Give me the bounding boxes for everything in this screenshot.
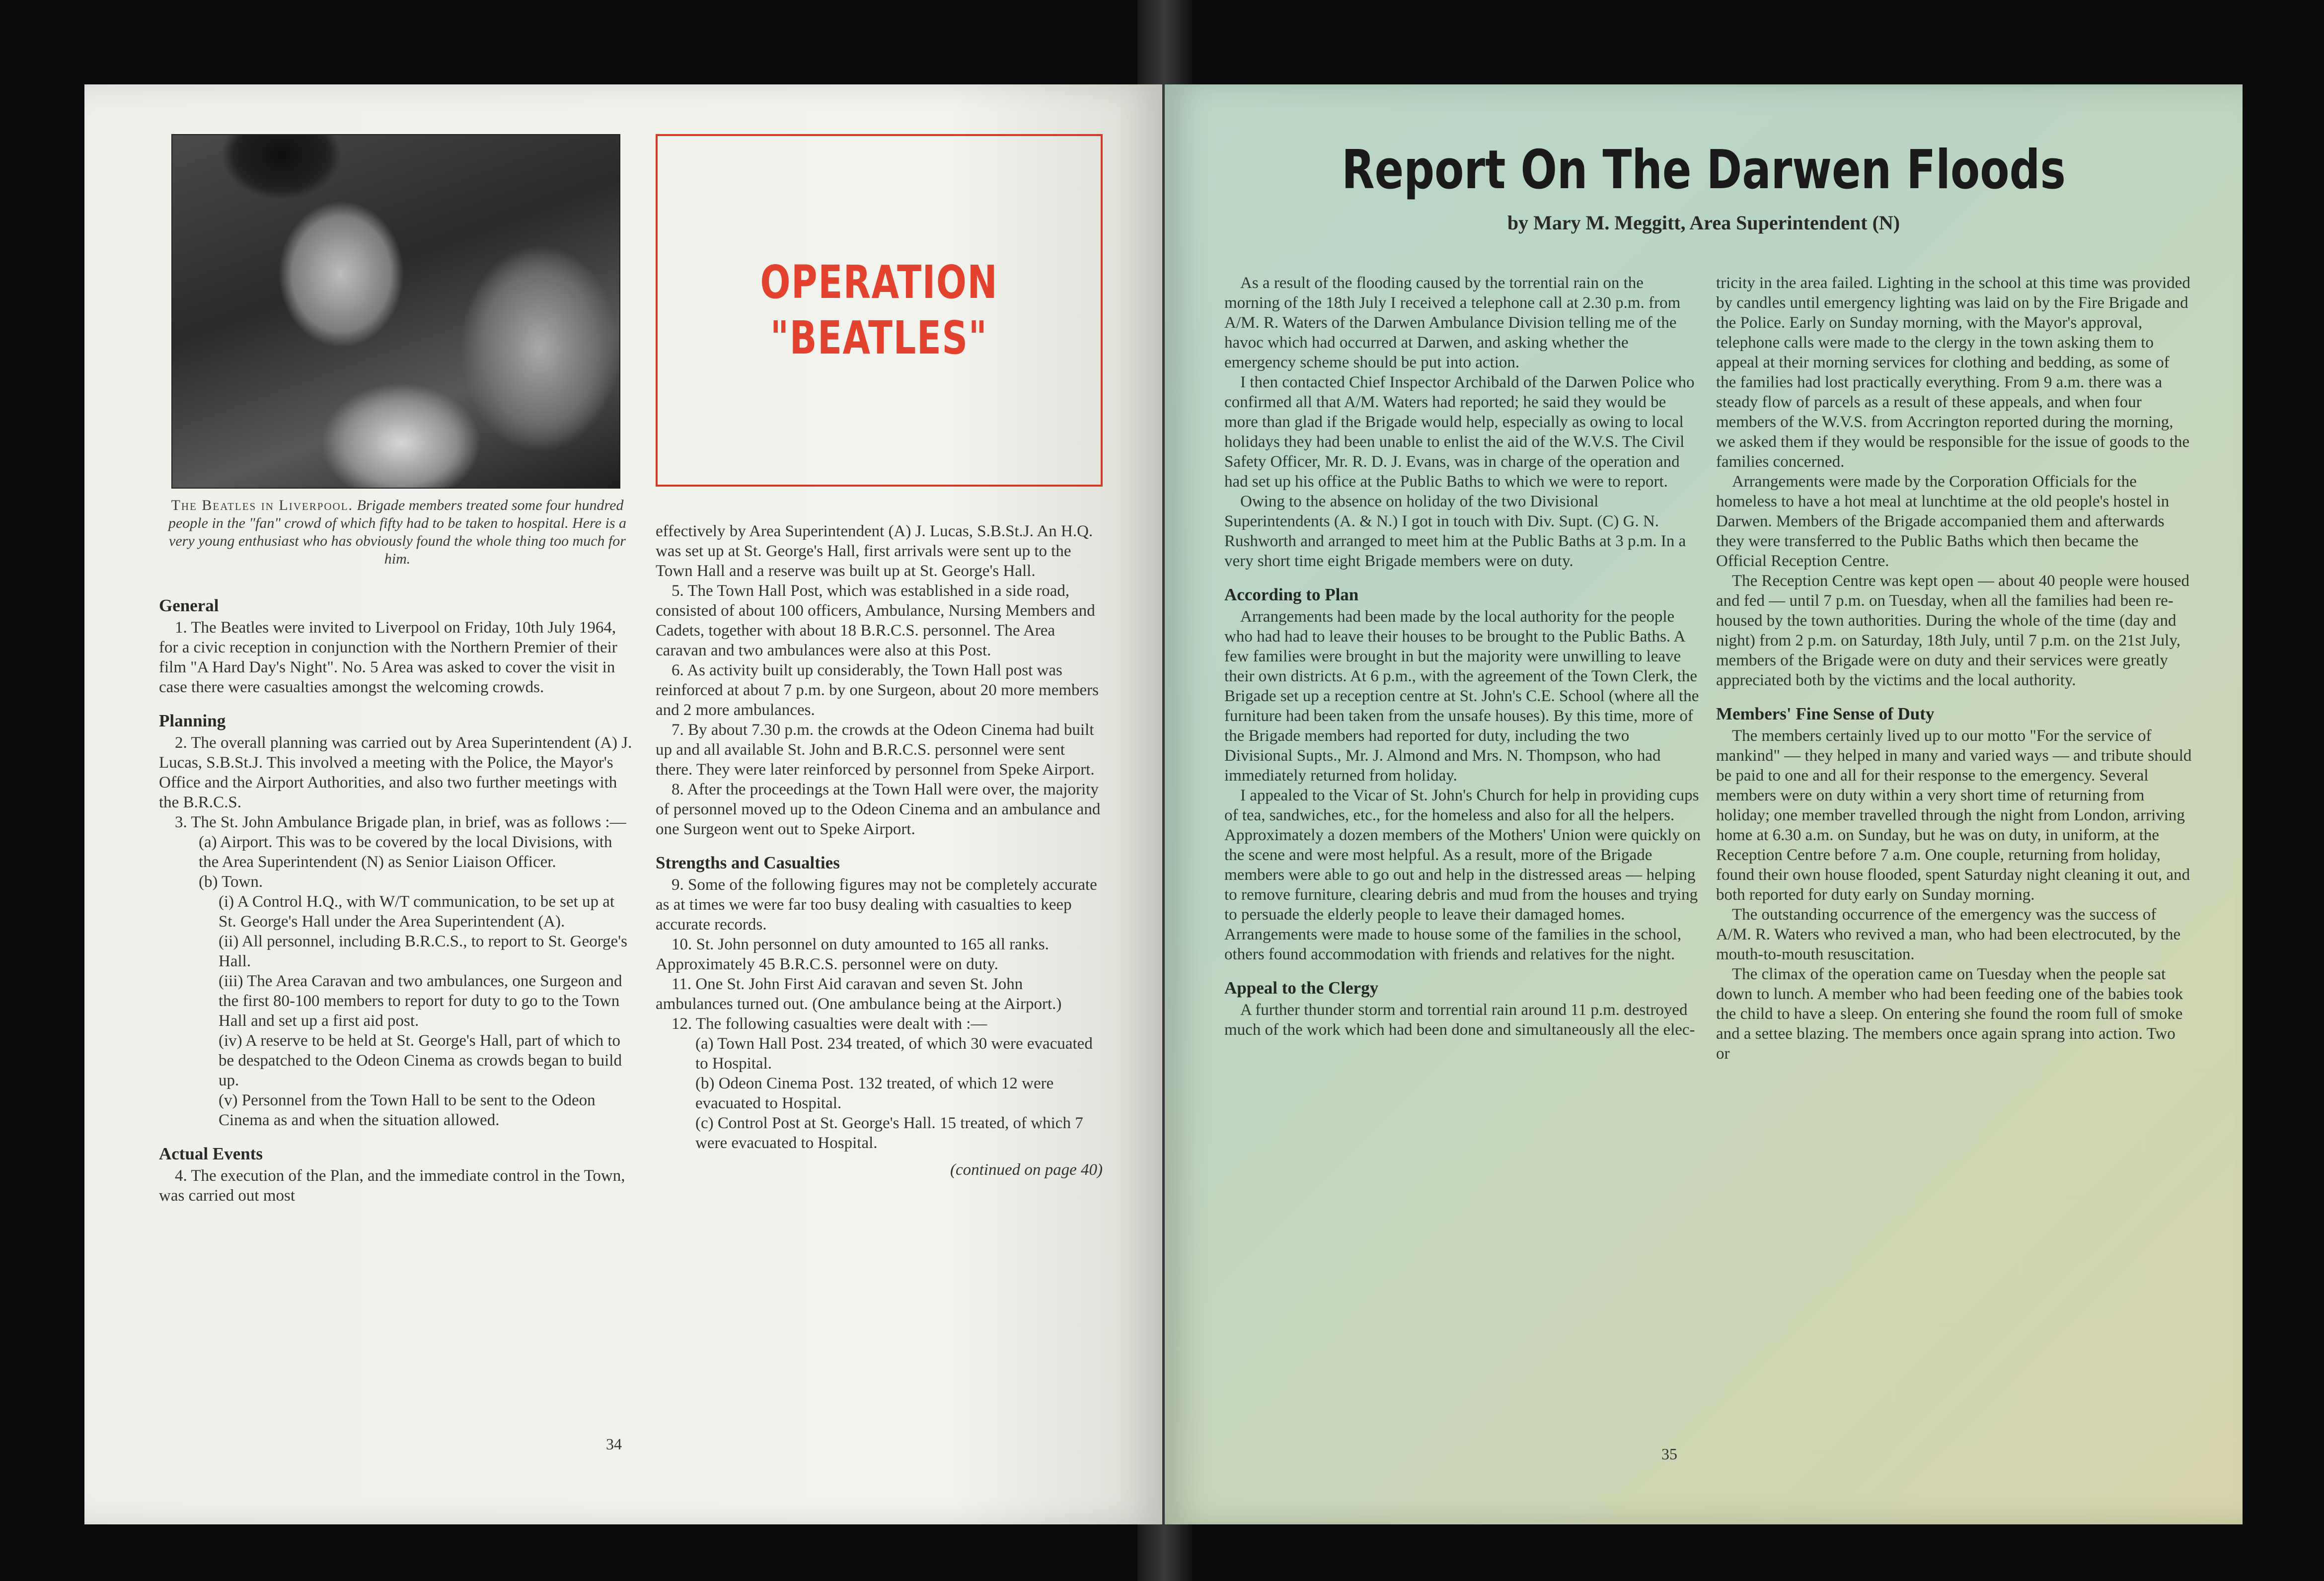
paragraph-4-continued: effectively by Area Superintendent (A) J. Lucas, S.B.St.J. An H.Q. was set up at St. George's Hall, first arrivals were sent up to the Town Hall and a reserve was built up at St. George's Hall.	[656, 522, 1093, 580]
paragraph-continued: tricity in the area failed. Lighting in the school at this time was provided by candles until emergency lighting was laid on by the Fire Brigade and the Police. Early on Sunday morning, with the Mayor's approval, telephone calls were made to the clergy in the town asking them to appeal at their morning services for clothing and bedding, as some of the families had lost practically everything. From 9 a.m. there was a steady flow of parcels as a result of these appeals, and when four members of the W.V.S. from Accrington reported during the morning, we asked them if they would be responsible for the issue of goods to the families concerned.	[1716, 274, 2190, 471]
paragraph-3: The Reception Centre was kept open — about 40 people were housed and fed — until 7 p.m. on Tuesday, when all the families had been re-housed by the town authorities. During the whole of the time (day and night) from 2 p.m. on Saturday, 18th July, until 7 p.m. on the 21st July, members of the Brigade were on duty and their services were greatly appreciated both by the victims and the local authority.	[1716, 572, 2189, 689]
paragraph-9: 9. Some of the following figures may not be completely accurate as at times we were far too busy dealing with casualties to keep accurate records.	[656, 876, 1097, 934]
paragraph-3b-iv: (iv) A reserve to be held at St. George's Hall, part of which to be despatched to the Odeon Cinema as crowds began to build up.	[219, 1032, 622, 1089]
left-column-1	[159, 596, 636, 1206]
paragraph-12: 12. The following casualties were dealt with :—	[672, 1015, 987, 1033]
paragraph-5: The outstanding occurrence of the emergency was the success of A/M. R. Waters who revived a man, who had been electrocuted, by the mouth-to-mouth resuscitation.	[1716, 906, 2181, 963]
paragraph-3b: (b) Town.	[199, 873, 263, 891]
paragraph-3b-iii: (iii) The Area Caravan and two ambulances, one Surgeon and the first 80-100 members to report for duty to go to the Town Hall and set up a first aid post.	[219, 972, 622, 1030]
paragraph-3: Owing to the absence on holiday of the two Divisional Superintendents (A. & N.) I got in touch with Div. Supt. (C) G. N. Rushworth and arranged to meet him at the Public Baths at 3 p.m. In a very short time eight Brigade members were on duty.	[1224, 493, 1686, 570]
paragraph-3b-ii: (ii) All personnel, including B.R.C.S., to report to St. George's Hall.	[219, 933, 627, 970]
paragraph-12a: (a) Town Hall Post. 234 treated, of which 30 were evacuated to Hospital.	[695, 1035, 1093, 1073]
heading-general: General	[159, 596, 219, 615]
paragraph-12b: (b) Odeon Cinema Post. 132 treated, of which 12 were evacuated to Hospital.	[695, 1075, 1054, 1112]
heading-planning: Planning	[159, 711, 226, 730]
heading-strengths: Strengths and Casualties	[656, 853, 840, 872]
photo-caption	[159, 497, 636, 568]
paragraph-2: I then contacted Chief Inspector Archibald of the Darwen Police who confirmed all that A/M. Waters had reported; he said they would be more than glad if the Brigade would help, especially as owing to local holidays they had been unable to enlist the aid of the W.V.S. The Civil Safety Officer, Mr. R. D. J. Evans, was in charge of the operation and had set up his office at the Public Baths to which we were to report.	[1224, 373, 1695, 491]
heading-appeal-to-clergy: Appeal to the Clergy	[1224, 978, 1379, 998]
paragraph-1: 1. The Beatles were invited to Liverpool on Friday, 10th July 1964, for a civic reception in conjunction with the Northern Premier of their film "A Hard Day's Night". No. 5 Area was asked to cover the visit in case there were casualties amongst the welcoming crowds.	[159, 619, 617, 696]
paragraph-6: The climax of the operation came on Tuesday when the people sat down to lunch. A member who had been feeding one of the babies took the child to have a sleep. On entering she found the room full of smoke and a settee blazing. The members once again sprang into action. Two or	[1716, 965, 2183, 1063]
left-page	[84, 84, 1162, 1524]
report-title: Report On The Darwen Floods	[1342, 139, 2066, 201]
paragraph-12c: (c) Control Post at St. George's Hall. 15 treated, of which 7 were evacuated to Hospital.	[695, 1114, 1083, 1152]
paragraph-4: Arrangements had been made by the local authority for the people who had had to leave their houses to be brought to the Public Baths. A few families were brought in but the majority were unwilling to leave their own districts. At 6 p.m., with the agreement of the Town Clerk, the Brigade set up a reception centre at St. John's C.E. School (where all the furniture had been taken from the unsafe houses). By this time, more of the Brigade members had reported for duty, including the two Divisional Supts., Mr. J. Almond and Mrs. N. Thompson, who had immediately returned from holiday.	[1224, 608, 1699, 785]
right-column-1	[1224, 273, 1701, 1040]
caption-text: Brigade members treated some four hundred people in the "fan" crowd of which fifty had to be taken to hospital. Here is a very young enthusiast who has obviously found the whole thing too much for him.	[168, 497, 627, 567]
left-column-2	[656, 521, 1103, 1180]
paragraph-2: Arrangements were made by the Corporation Officials for the homeless to have a hot meal at lunchtime at the old people's hostel in Darwen. Members of the Brigade accompanied them and afterwards they were transferred to the Public Baths which then became the Official Reception Centre.	[1716, 473, 2170, 570]
paragraph-11: 11. One St. John First Aid caravan and seven St. John ambulances turned out. (One ambulance being at the Airport.)	[656, 975, 1062, 1013]
paragraph-8: 8. After the proceedings at the Town Hall were over, the majority of personnel moved up to the Odeon Cinema and an ambulance and one Surgeon went out to Speke Airport.	[656, 781, 1101, 838]
paragraph-5: I appealed to the Vicar of St. John's Church for help in providing cups of tea, sandwiches, etc., for the homeless and also for all the helpers. Approximately a dozen members of the Mothers' Union were quickly on the scene and were most helpful. As a result, more of the Brigade members were able to go out and help in the distressed areas — helping to remove furniture, clearing debris and mud from the houses and trying to persuade the elderly people to leave their damaged homes. Arrangements were made to house some of the families in the school, others found accommodation with friends and relatives for the night.	[1224, 787, 1701, 963]
paragraph-3: 3. The St. John Ambulance Brigade plan, in brief, was as follows :—	[175, 813, 626, 831]
report-byline: by Mary M. Meggitt, Area Superintendent (N)	[1507, 212, 1900, 234]
paragraph-7: 7. By about 7.30 p.m. the crowds at the Odeon Cinema had built up and all available St. John and B.R.C.S. personnel were sent there. They were later reinforced by personnel from Speke Airport.	[656, 721, 1095, 779]
paragraph-4: The members certainly lived up to our motto "For the service of mankind" — they helped in many and varied ways — and tribute should be paid to one and all for their response to the emergency. Several members were on duty within a very short time of returning from holiday; one member travelled through the night from London, arriving home at 6.30 a.m. on Sunday, but he was on duty, in uniform, at the Reception Centre before 7 a.m. One couple, returning from holiday, found their own house flooded, spent Saturday night cleaning it out, and both reported for duty early on Sunday morning.	[1716, 727, 2192, 904]
heading-according-to-plan: According to Plan	[1224, 585, 1359, 604]
paragraph-10: 10. St. John personnel on duty amounted to 165 all ranks. Approximately 45 B.R.C.S. personnel were on duty.	[656, 935, 1049, 973]
heading-actual-events: Actual Events	[159, 1144, 263, 1163]
right-page	[1165, 84, 2243, 1524]
beatles-fan-photo	[171, 134, 620, 489]
paragraph-3a: (a) Airport. This was to be covered by the local Divisions, with the Area Superintendent (N) as Senior Liaison Officer.	[199, 833, 612, 871]
paragraph-6: A further thunder storm and torrential rain around 11 p.m. destroyed much of the work which had been done and simultaneously all the elec-	[1224, 1001, 1695, 1039]
page-number-left: 34	[606, 1435, 622, 1453]
paragraph-1: As a result of the flooding caused by the torrential rain on the morning of the 18th July I received a telephone call at 2.30 p.m. from A/M. R. Waters of the Darwen Ambulance Division telling me of the havoc which had occurred at Darwen, and asking whether the emergency scheme should be put into action.	[1224, 274, 1681, 371]
page-number-right: 35	[1661, 1445, 1677, 1463]
paragraph-5: 5. The Town Hall Post, which was established in a side road, consisted of about 100 officers, Ambulance, Nursing Members and Cadets, together with about 18 B.R.C.S. personnel. The Area caravan and two ambulances were also at this Post.	[656, 582, 1095, 659]
paragraph-6: 6. As activity built up considerably, the Town Hall post was reinforced at about 7 p.m. by one Surgeon, about 20 more members and 2 more ambulances.	[656, 661, 1099, 719]
paragraph-4: 4. The execution of the Plan, and the immediate control in the Town, was carried out most	[159, 1167, 625, 1205]
title-line-2: "BEATLES"	[770, 311, 988, 364]
caption-lead: The Beatles in Liverpool.	[171, 497, 354, 513]
title-line-1: OPERATION	[760, 256, 998, 309]
paragraph-3b-v: (v) Personnel from the Town Hall to be sent to the Odeon Cinema as and when the situation allowed.	[219, 1091, 596, 1129]
right-column-2	[1716, 273, 2193, 1064]
heading-sense-of-duty: Members' Fine Sense of Duty	[1716, 704, 1935, 723]
paragraph-2: 2. The overall planning was carried out by Area Superintendent (A) J. Lucas, S.B.St.J. This involved a meeting with the Police, the Mayor's Office and the Airport Authorities, and also two further meetings with the B.R.C.S.	[159, 734, 632, 811]
operation-title-box	[656, 134, 1103, 487]
continued-note: (continued on page 40)	[950, 1161, 1103, 1179]
paragraph-3b-i: (i) A Control H.Q., with W/T communication, to be set up at St. George's Hall under the Area Superintendent (A).	[219, 893, 615, 931]
